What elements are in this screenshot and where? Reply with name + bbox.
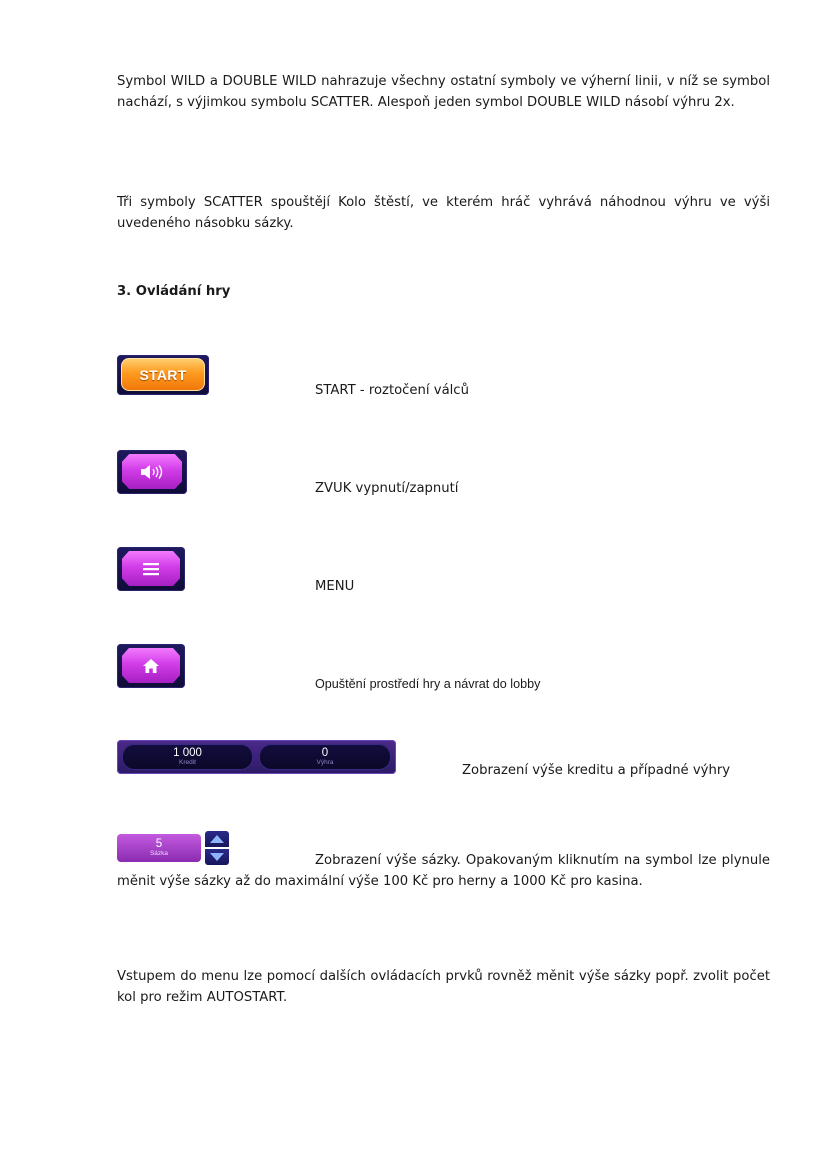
bet-increase-arrow <box>205 831 229 847</box>
win-box <box>259 744 391 770</box>
credit-value: 1 000 <box>173 747 202 759</box>
win-label: Výhra <box>316 759 334 766</box>
bet-description: Zobrazení výše sázky. Opakovaným kliknutím na symbol lze plynule měnit výše sázky až do maximální výše 100 Kč pro herny a 1000 Kč pro kasina. <box>117 853 770 889</box>
home-button-image <box>117 644 185 688</box>
menu-button-image <box>117 547 185 591</box>
scatter-symbol-paragraph: Tři symboly SCATTER spouštějí Kolo štěstí, ve kterém hráč vyhrává náhodnou výhru ve výši uvedeného násobku sázky. <box>117 195 770 231</box>
credit-box <box>122 744 253 770</box>
start-description: START - roztočení válců <box>315 383 469 398</box>
start-button-image <box>117 355 209 395</box>
sound-description: ZVUK vypnutí/zapnutí <box>315 481 459 496</box>
triangle-up-icon <box>209 834 225 844</box>
speaker-icon <box>139 464 165 480</box>
start-button: START <box>121 358 205 391</box>
bet-value: 5 <box>155 838 163 850</box>
sound-button-image <box>117 450 187 494</box>
credit-win-panel <box>117 740 396 774</box>
home-description: Opuštění prostředí hry a návrat do lobby <box>315 677 541 691</box>
menu-button <box>122 551 180 586</box>
home-button <box>122 648 180 683</box>
wild-symbol-paragraph: Symbol WILD a DOUBLE WILD nahrazuje všechny ostatní symboly ve výherní linii, v níž se symbol nachází, s výjimkou symbolu SCATTER. Alespoň jeden symbol DOUBLE WILD násobí výhru 2x. <box>117 74 770 110</box>
win-value: 0 <box>321 747 329 759</box>
section-heading: 3. Ovládání hry <box>117 284 231 299</box>
menu-info-paragraph: Vstupem do menu lze pomocí dalších ovládacích prvků rovněž měnit výše sázky popř. zvolit počet kol pro režim AUTOSTART. <box>117 969 770 1005</box>
credit-label: Kredit <box>179 759 196 766</box>
home-icon <box>143 659 159 673</box>
hamburger-icon <box>143 562 159 576</box>
credit-description: Zobrazení výše kreditu a případné výhry <box>462 763 731 778</box>
sound-button <box>122 454 182 489</box>
menu-description: MENU <box>315 579 355 594</box>
bet-label: Sázka <box>149 850 169 857</box>
